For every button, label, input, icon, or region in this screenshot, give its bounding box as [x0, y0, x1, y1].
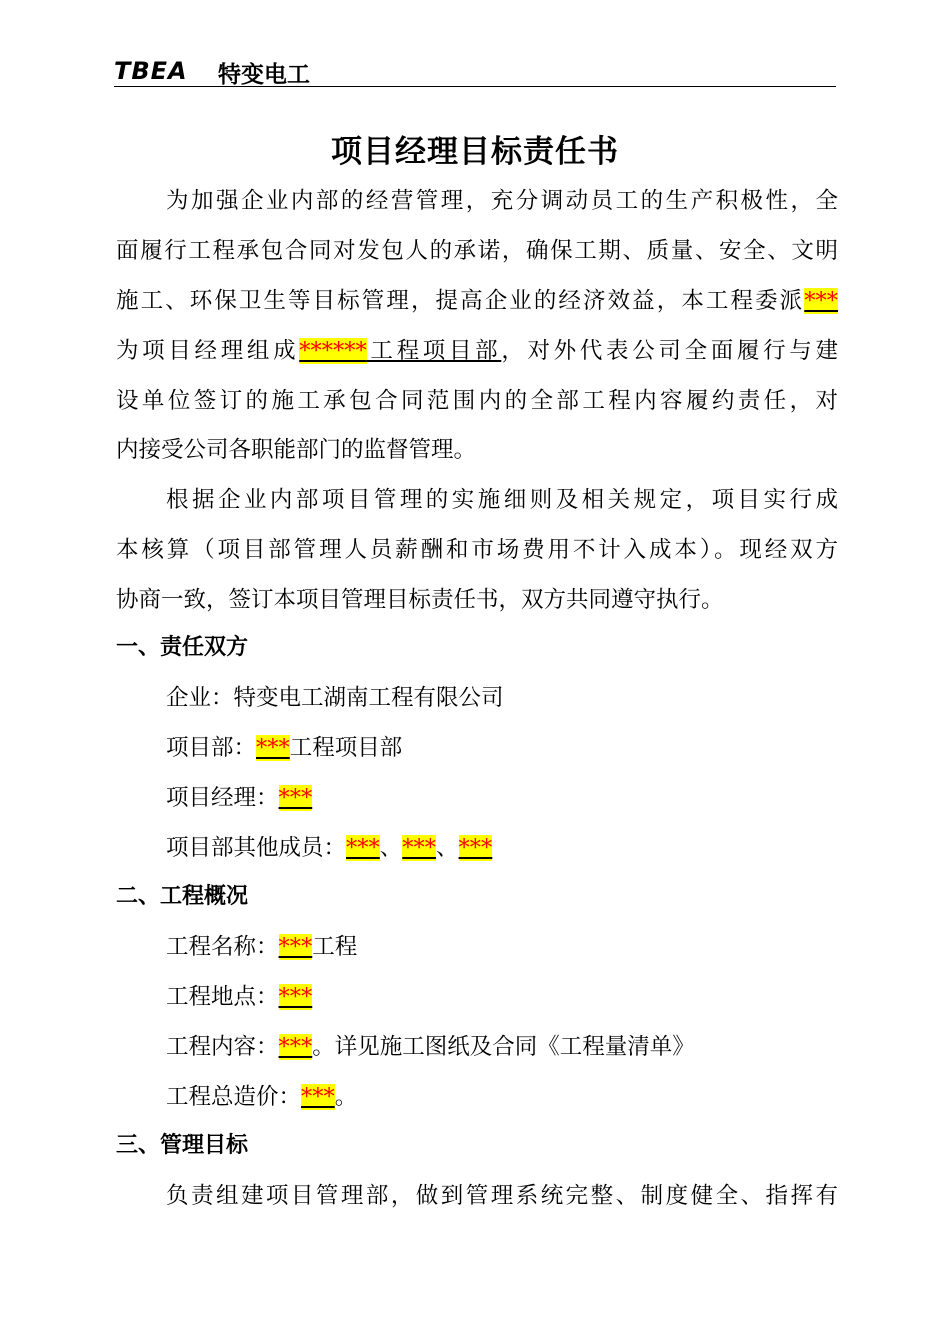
project-content: [166, 1027, 838, 1067]
basis-line-2: 本核算（项目部管理人员薪酬和市场费用不计入成本）。现经双方: [116, 537, 838, 563]
member-3-placeholder: ***: [458, 835, 493, 861]
intro-line-4-a: 为项目经理组成: [116, 338, 300, 364]
appointee-placeholder: ***: [804, 288, 838, 314]
section-1-heading: 一、责任双方: [116, 635, 249, 660]
member-1-placeholder: ***: [346, 835, 380, 861]
project-content-placeholder: ***: [278, 1034, 313, 1060]
manager-placeholder: ***: [278, 785, 313, 811]
project-price-suffix: 。: [334, 1084, 358, 1110]
project-site: [166, 977, 838, 1017]
intro-line-4-c: ，对外代表公司全面履行与建: [501, 338, 838, 364]
section-3-heading: 三、管理目标: [116, 1133, 249, 1158]
basis-line-3: 协商一致，签订本项目管理目标责任书，双方共同遵守执行。: [116, 587, 724, 613]
intro-line-3: [116, 281, 838, 321]
intro-line-1: 为加强企业内部的经营管理，充分调动员工的生产积极性，全: [166, 188, 838, 214]
members-label: 项目部其他成员：: [166, 835, 347, 861]
project-content-suffix: 。详见施工图纸及合同《工程量清单》: [312, 1034, 695, 1060]
project-name: [166, 927, 838, 967]
project-name-placeholder: ***: [278, 934, 313, 960]
members-separator-2: 、: [436, 835, 459, 861]
document-title: 项目经理目标责任书: [331, 134, 619, 170]
project-name-label: 工程名称：: [166, 934, 279, 960]
intro-line-2: 面履行工程承包合同对发包人的承诺，确保工期、质量、安全、文明: [116, 238, 838, 264]
basis-line-1: 根据企业内部项目管理的实施细则及相关规定，项目实行成: [166, 487, 838, 513]
members-separator-1: 、: [379, 835, 403, 861]
project-content-label: 工程内容：: [166, 1034, 279, 1060]
dept-suffix: 工程项目部: [289, 735, 403, 761]
intro-line-6: 内接受公司各职能部门的监督管理。: [116, 437, 477, 463]
party-manager: [166, 778, 838, 818]
member-2-placeholder: ***: [402, 835, 437, 861]
party-company: 企业：特变电工湖南工程有限公司: [166, 685, 504, 711]
project-site-label: 工程地点：: [166, 984, 279, 1010]
section-2-heading: 二、工程概况: [116, 884, 249, 909]
project-price-label: 工程总造价：: [166, 1084, 302, 1110]
company-logo-latin: TBEA: [114, 57, 188, 85]
manager-label: 项目经理：: [166, 785, 279, 811]
project-dept-placeholder: ******: [299, 338, 367, 364]
intro-line-3-text: 施工、环保卫生等目标管理，提高企业的经济效益，本工程委派: [116, 288, 805, 314]
dept-placeholder: ***: [256, 735, 290, 761]
intro-line-4: [116, 331, 838, 371]
dept-label: 项目部：: [166, 735, 257, 761]
project-name-suffix: 工程: [312, 934, 358, 960]
company-logo-cn: 特变电工: [218, 62, 310, 88]
project-dept-label: 工程项目部: [366, 338, 502, 364]
intro-line-5: 设单位签订的施工承包合同范围内的全部工程内容履约责任，对: [116, 388, 838, 414]
party-members: [166, 828, 838, 868]
party-project-dept: [166, 728, 838, 768]
project-price-placeholder: ***: [301, 1084, 335, 1110]
project-price: [166, 1077, 838, 1117]
page-header: [114, 52, 836, 87]
goals-line-1: 负责组建项目管理部，做到管理系统完整、制度健全、指挥有: [166, 1183, 838, 1209]
project-site-placeholder: ***: [278, 984, 313, 1010]
